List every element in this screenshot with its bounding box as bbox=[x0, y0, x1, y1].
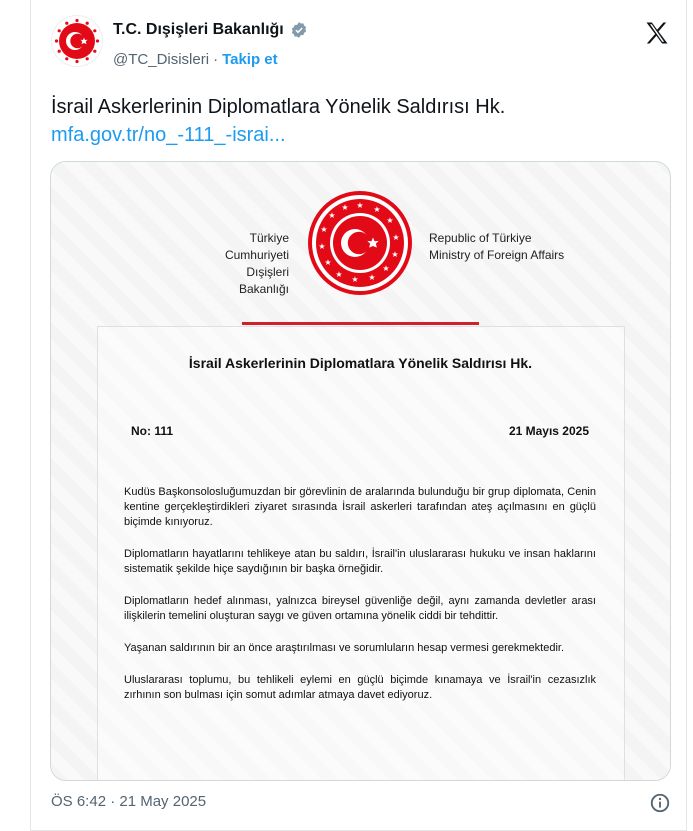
tweet-timestamp[interactable]: ÖS 6:42 · 21 May 2025 bbox=[51, 793, 207, 810]
document-body bbox=[124, 485, 596, 720]
press-release-document bbox=[51, 162, 670, 780]
document-paragraph: Yaşanan saldırının bir an önce araştırılması ve sorumluların hesap vermesi gerekmektedir. bbox=[124, 642, 564, 654]
ministry-tr-line2: Dışişleri Bakanlığı bbox=[238, 265, 289, 296]
avatar[interactable] bbox=[51, 15, 103, 67]
svg-text:★: ★ bbox=[318, 242, 326, 251]
svg-text:★: ★ bbox=[382, 264, 390, 273]
svg-text:★: ★ bbox=[341, 203, 349, 212]
document-date: 21 Mayıs 2025 bbox=[508, 424, 589, 438]
tweet-media-image[interactable] bbox=[50, 161, 671, 781]
svg-text:★: ★ bbox=[351, 275, 359, 284]
tweet-text bbox=[51, 93, 505, 149]
ministry-name-tr bbox=[199, 230, 289, 298]
tweet-footer bbox=[51, 793, 671, 817]
ministry-en-line1: Republic of Türkiye bbox=[429, 231, 532, 245]
account-handle[interactable]: @TC_Disisleri bbox=[113, 51, 210, 68]
handle-row bbox=[113, 51, 278, 68]
svg-text:★: ★ bbox=[391, 250, 399, 259]
display-name[interactable]: T.C. Dışişleri Bakanlığı bbox=[113, 21, 284, 38]
document-paragraph: Kudüs Başkonsolosluğumuzdan bir görevlinin de aralarında bulunduğu bir grup diplomata, Cenin kentine gerçekleştirdikleri ziyaret sırasında İsrail askerleri tarafından ateş açılmasını en güçlü biçimde kınıyoruz. bbox=[124, 486, 596, 528]
document-number: No: 111 bbox=[131, 424, 174, 438]
name-row bbox=[113, 21, 308, 39]
document-paragraph: Diplomatların hayatlarını tehlikeye atan bu saldırı, İsrail'in uluslararası hukuku ve insan haklarını sistematik şekilde hiçe saydığının bir başka örneğidir. bbox=[124, 548, 596, 575]
svg-text:★: ★ bbox=[320, 225, 328, 234]
ministry-en-line2: Ministry of Foreign Affairs bbox=[429, 248, 565, 262]
svg-text:★: ★ bbox=[328, 211, 336, 220]
svg-text:★: ★ bbox=[356, 201, 364, 210]
x-logo-icon[interactable] bbox=[643, 19, 671, 47]
ministry-name-en bbox=[429, 230, 579, 264]
svg-text:★: ★ bbox=[373, 205, 381, 214]
tweet-body: İsrail Askerlerinin Diplomatlara Yönelik Saldırısı Hk. bbox=[51, 96, 506, 118]
svg-text:★: ★ bbox=[324, 258, 332, 267]
svg-text:★: ★ bbox=[392, 233, 400, 242]
info-icon[interactable] bbox=[649, 792, 671, 814]
tweet-card bbox=[30, 0, 687, 831]
tweet-link[interactable]: mfa.gov.tr/no_-111_-israi... bbox=[51, 124, 286, 146]
mfa-emblem-avatar-icon bbox=[53, 17, 101, 65]
svg-text:★: ★ bbox=[386, 216, 394, 225]
ministry-tr-line1: Türkiye Cumhuriyeti bbox=[224, 231, 289, 262]
document-title: İsrail Askerlerinin Diplomatlara Yönelik Saldırısı Hk. bbox=[188, 355, 533, 371]
turkish-mfa-emblem-icon bbox=[307, 190, 413, 296]
verified-badge-icon bbox=[290, 21, 308, 39]
header-divider bbox=[242, 322, 479, 325]
document-paragraph: Diplomatların hedef alınması, yalnızca bireysel güvenliğe değil, aynı zamanda devletler arası ilişkilerin temelini oluşturan saygı ve güven ortamına yönelik ciddi bir tehdittir. bbox=[124, 595, 596, 622]
follow-button[interactable]: Takip et bbox=[222, 51, 278, 68]
document-paragraph: Uluslararası toplumu, bu tehlikeli eylemi en güçlü biçimde kınamaya ve İsrail'in cezasızlık zırhının son bulması için somut adımlar atmaya davet ediyoruz. bbox=[124, 674, 596, 701]
handle-separator: · bbox=[213, 51, 219, 68]
tweet-header bbox=[51, 15, 671, 75]
svg-text:★: ★ bbox=[368, 273, 376, 282]
svg-text:★: ★ bbox=[335, 270, 343, 279]
